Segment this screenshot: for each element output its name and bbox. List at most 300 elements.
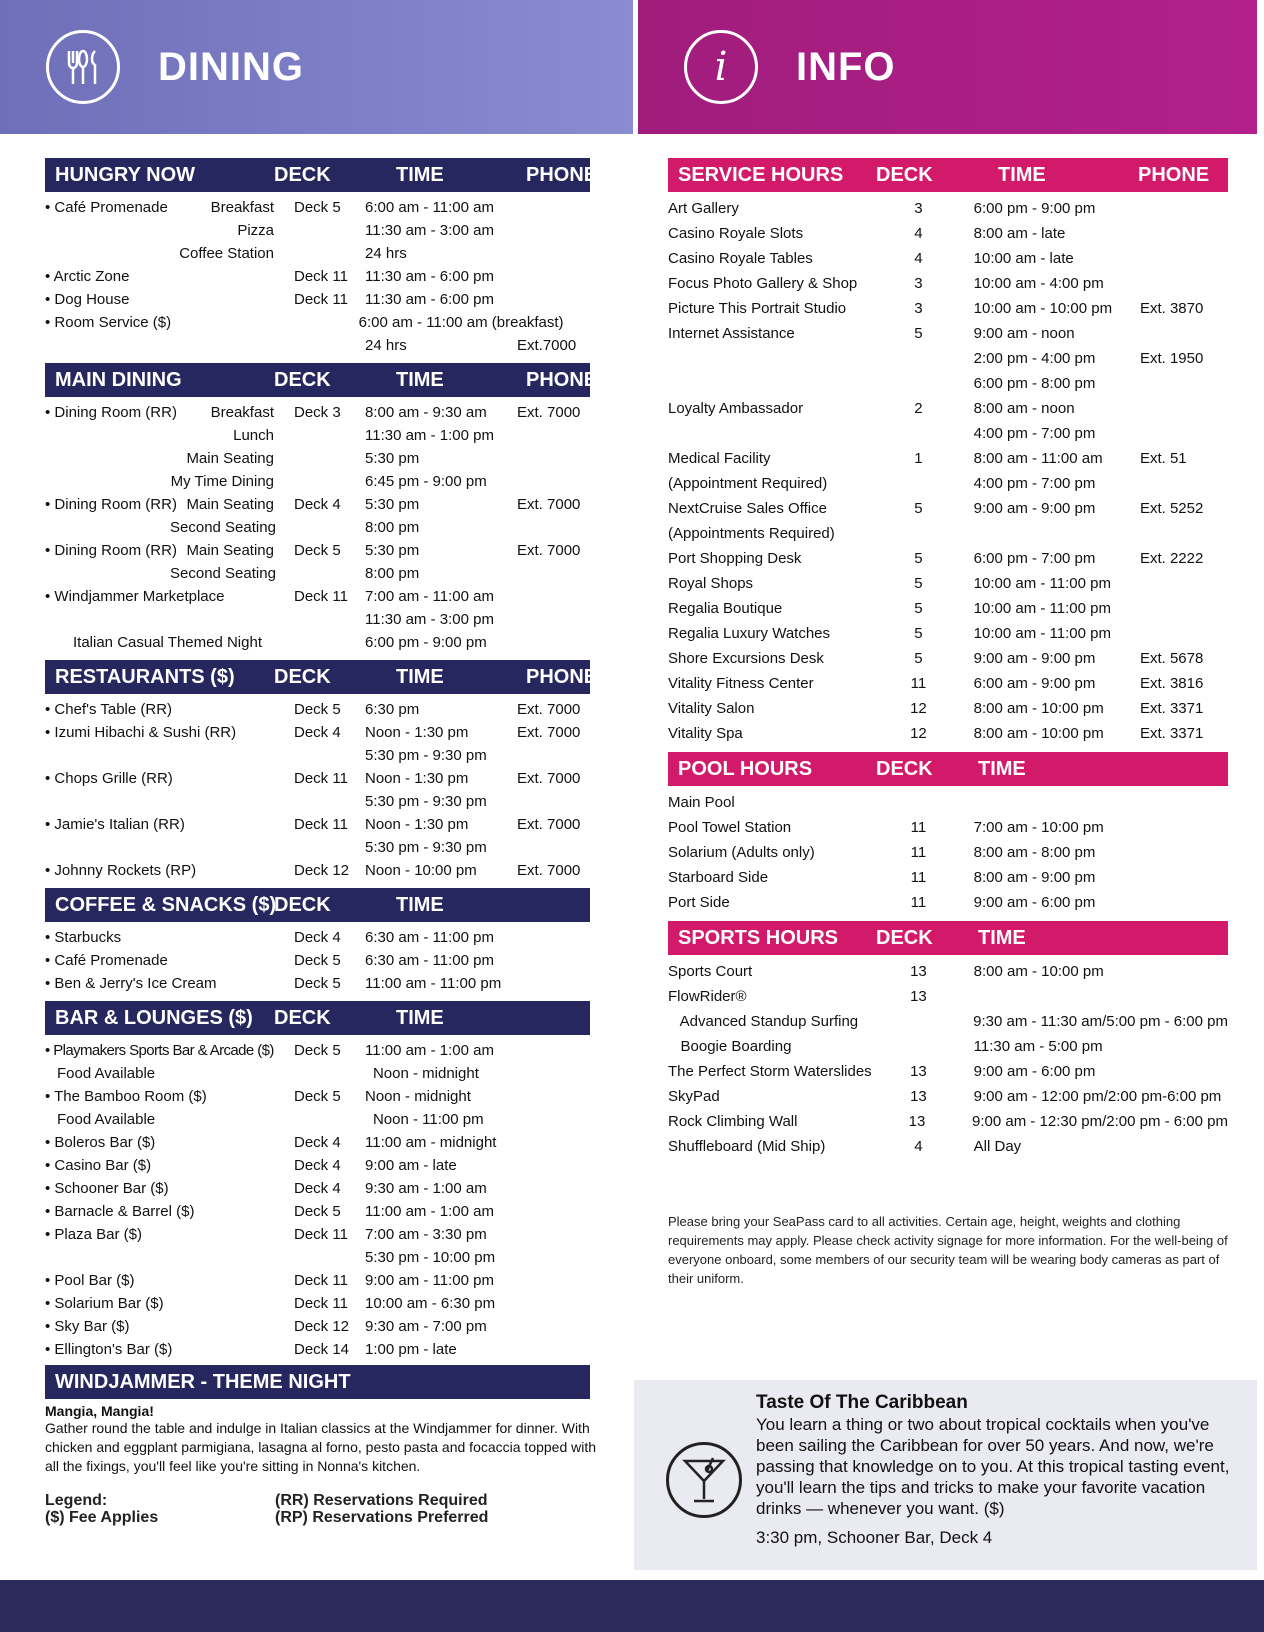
deck-header: DECK (274, 893, 331, 916)
deck-value: Deck 5 (294, 701, 341, 718)
info-column (668, 158, 1228, 1159)
deck-header: DECK (274, 1006, 331, 1029)
time-value: 5:30 pm (365, 542, 420, 559)
deck-value: Deck 4 (294, 1180, 341, 1197)
deck-header: DECK (876, 163, 933, 186)
table-row (668, 865, 1228, 890)
service-name: Advanced Standup Surfing (668, 1013, 859, 1030)
table-row (45, 493, 590, 516)
venue-name: • Schooner Bar ($) (45, 1180, 169, 1197)
info-header (638, 0, 1257, 134)
deck-value: 5 (914, 500, 923, 517)
time-value: 11:00 am - midnight (365, 1134, 497, 1151)
section-title: MAIN DINING (55, 368, 182, 391)
table-row (668, 1109, 1228, 1134)
table-row (45, 813, 590, 836)
venue-name: • Room Service ($) (45, 314, 172, 331)
table-row (45, 1269, 590, 1292)
table-row (45, 424, 590, 447)
deck-value: 1 (914, 450, 923, 467)
table-row (668, 421, 1228, 446)
deck-value: 13 (910, 1063, 927, 1080)
table-row (668, 721, 1228, 746)
service-name: Casino Royale Slots (668, 225, 804, 242)
table-row (45, 721, 590, 744)
phone-value: Ext. 7000 (517, 816, 581, 833)
table-row (45, 1246, 590, 1269)
deck-value: Deck 11 (294, 588, 348, 605)
time-value: 10:00 am - 11:00 pm (973, 625, 1111, 642)
table-row (45, 288, 590, 311)
theme-description: Gather round the table and indulge in Italian classics at the Windjammer for dinner. With chicken and eggplant parmigiana, lasagna al forno, pesto pasta and focaccia topped with all the fixings, you'll feel like you're sitting in Nonna's kitchen. (45, 1420, 597, 1474)
time-value: 5:30 pm (365, 496, 420, 513)
table-row (45, 1085, 590, 1108)
phone-value: Ext. 3816 (1139, 675, 1204, 692)
deck-value: Deck 12 (294, 862, 350, 879)
meal-type: Lunch (233, 427, 274, 444)
meal-type: Main Seating (186, 450, 274, 467)
service-name: Picture This Portrait Studio (668, 300, 847, 317)
venue-name: • Pool Bar ($) (45, 1272, 135, 1289)
service-name: Shuffleboard (Mid Ship) (668, 1138, 826, 1155)
service-name: Casino Royale Tables (668, 250, 813, 267)
deck-value: Deck 5 (294, 1042, 341, 1059)
phone-value: Ext. 51 (1139, 450, 1187, 467)
time-value: 9:00 am - 9:00 pm (973, 650, 1096, 667)
main-dining-table (45, 401, 590, 654)
venue-name: • Starbucks (45, 929, 122, 946)
deck-value: 13 (910, 988, 927, 1005)
legend-rr: (RR) Reservations Required (275, 1492, 488, 1509)
service-name: Boogie Boarding (668, 1038, 792, 1055)
phone-value: Ext. 5678 (1139, 650, 1204, 667)
time-value: 9:30 am - 1:00 am (365, 1180, 487, 1197)
phone-header: PHONE (526, 665, 598, 688)
table-row (45, 767, 590, 790)
table-row (45, 631, 590, 654)
pool-hours-table (668, 790, 1228, 915)
table-row (45, 242, 590, 265)
legend (45, 1492, 590, 1526)
table-row (668, 346, 1228, 371)
meal-type: Main Seating (186, 542, 274, 559)
bar-lounges-header (45, 1001, 590, 1035)
table-row (45, 1131, 590, 1154)
table-row (45, 1338, 590, 1361)
table-row (668, 221, 1228, 246)
time-value: Noon - 1:30 pm (365, 724, 469, 741)
venue-name: • Jamie's Italian (RR) (45, 816, 185, 833)
deck-value: Deck 11 (294, 291, 348, 308)
time-value: Noon - 1:30 pm (365, 770, 469, 787)
time-value: 6:30 pm (365, 701, 420, 718)
service-name: Vitality Spa (668, 725, 743, 742)
time-value: 24 hrs (365, 337, 407, 354)
time-value: 5:30 pm - 10:00 pm (365, 1249, 496, 1266)
table-row (668, 984, 1228, 1009)
table-row (668, 396, 1228, 421)
deck-value: 4 (914, 250, 923, 267)
deck-value: Deck 11 (294, 1226, 348, 1243)
service-name: SkyPad (668, 1088, 720, 1105)
time-value: 10:00 am - 6:30 pm (365, 1295, 496, 1312)
hungry-now-table (45, 196, 590, 357)
service-name: Internet Assistance (668, 325, 795, 342)
meal-type: Coffee Station (179, 245, 274, 262)
deck-value: 13 (910, 963, 927, 980)
section-title: COFFEE & SNACKS ($) (55, 893, 277, 916)
table-row (668, 196, 1228, 221)
table-row (668, 321, 1228, 346)
phone-value: Ext. 7000 (517, 496, 581, 513)
time-value: 9:00 am - 6:00 pm (973, 1063, 1096, 1080)
venue-name: • Casino Bar ($) (45, 1157, 152, 1174)
footer-bar (0, 1580, 1264, 1632)
service-name: Solarium (Adults only) (668, 844, 815, 861)
section-title: SERVICE HOURS (678, 163, 844, 186)
table-row (668, 596, 1228, 621)
venue-name: • Ellington's Bar ($) (45, 1341, 173, 1358)
table-row (45, 1154, 590, 1177)
service-name: Pool Towel Station (668, 819, 792, 836)
service-name: Shore Excursions Desk (668, 650, 824, 667)
deck-value: 5 (914, 575, 923, 592)
time-header: TIME (978, 926, 1026, 949)
deck-value: Deck 5 (294, 542, 341, 559)
deck-value: Deck 5 (294, 952, 341, 969)
table-row (45, 972, 590, 995)
table-row (45, 196, 590, 219)
venue-name: • Café Promenade (45, 952, 168, 969)
seapass-notice: Please bring your SeaPass card to all activities. Certain age, height, weights and clothing requirements may apply. Please check activity signage for more information. For the well-being of everyone onboard, some members of our security team will be wearing body cameras as part of their uniform. (668, 1214, 1228, 1286)
service-name: Port Side (668, 894, 730, 911)
time-value: 11:00 am - 1:00 am (365, 1203, 494, 1220)
time-value: 6:00 pm - 9:00 pm (973, 200, 1096, 217)
deck-value: 12 (910, 725, 927, 742)
time-value: 6:00 am - 9:00 pm (973, 675, 1096, 692)
deck-header: DECK (274, 163, 331, 186)
time-value: 9:00 am - 12:30 pm/2:00 pm - 6:00 pm (972, 1113, 1228, 1130)
time-value: 8:00 am - 11:00 am (973, 450, 1103, 467)
deck-header: DECK (274, 368, 331, 391)
time-value: 6:00 pm - 9:00 pm (365, 634, 487, 651)
deck-value: 11 (910, 894, 927, 911)
phone-value: Ext. 3371 (1139, 700, 1204, 717)
time-value: 4:00 pm - 7:00 pm (973, 425, 1096, 442)
table-row (668, 890, 1228, 915)
table-row (668, 1059, 1228, 1084)
promo-box (634, 1380, 1257, 1570)
time-value: 5:30 pm - 9:30 pm (365, 839, 487, 856)
table-row (668, 621, 1228, 646)
venue-name: • Izumi Hibachi & Sushi (RR) (45, 724, 237, 741)
table-row (668, 571, 1228, 596)
time-value: 6:30 am - 11:00 pm (365, 952, 494, 969)
deck-value: Deck 4 (294, 496, 341, 513)
deck-value: Deck 5 (294, 199, 341, 216)
service-name: Royal Shops (668, 575, 754, 592)
deck-value: 3 (914, 300, 923, 317)
time-value: 8:00 am - 10:00 pm (973, 725, 1104, 742)
time-value: Noon - midnight (372, 1065, 479, 1082)
time-value: 1:00 pm - late (365, 1341, 457, 1358)
meal-type: Pizza (237, 222, 274, 239)
section-title: RESTAURANTS ($) (55, 665, 235, 688)
time-value: 4:00 pm - 7:00 pm (973, 475, 1096, 492)
deck-header: DECK (876, 926, 933, 949)
deck-value: 12 (910, 700, 927, 717)
time-value: Noon - 10:00 pm (365, 862, 477, 879)
legend-label: Legend: (45, 1492, 108, 1509)
bar-lounges-table (45, 1039, 590, 1361)
table-row (45, 1177, 590, 1200)
time-value: 9:00 am - noon (973, 325, 1075, 342)
dining-title: DINING (158, 44, 304, 89)
time-value: 9:00 am - 11:00 pm (365, 1272, 494, 1289)
table-row (45, 1062, 590, 1085)
info-icon: i (684, 30, 758, 104)
venue-name: Food Available (57, 1065, 156, 1082)
service-name: Art Gallery (668, 200, 739, 217)
time-value: 7:00 am - 10:00 pm (973, 819, 1104, 836)
venue-name: • Dining Room (RR) (45, 542, 177, 559)
service-name: Sports Court (668, 963, 753, 980)
time-header: TIME (396, 163, 444, 186)
time-value: 8:00 am - noon (973, 400, 1075, 417)
deck-value: 4 (914, 225, 923, 242)
time-value: 11:30 am - 5:00 pm (973, 1038, 1103, 1055)
time-header: TIME (396, 368, 444, 391)
table-row (668, 696, 1228, 721)
venue-name: • Ben & Jerry's Ice Cream (45, 975, 217, 992)
legend-fee: ($) Fee Applies (45, 1509, 159, 1526)
meal-type: My Time Dining (170, 473, 274, 490)
time-value: 10:00 am - 11:00 pm (973, 575, 1111, 592)
table-row (45, 470, 590, 493)
time-value: 11:00 am - 11:00 pm (365, 975, 502, 992)
table-row (45, 836, 590, 859)
table-row (668, 521, 1228, 546)
service-name: Regalia Luxury Watches (668, 625, 831, 642)
time-value: 6:00 pm - 8:00 pm (973, 375, 1096, 392)
time-value: 5:30 pm - 9:30 pm (365, 747, 487, 764)
time-header: TIME (998, 163, 1046, 186)
coffee-snacks-header (45, 888, 590, 922)
table-row (668, 1009, 1228, 1034)
cocktail-icon (666, 1442, 742, 1518)
table-row (668, 790, 1228, 815)
deck-value: Deck 5 (294, 1203, 341, 1220)
table-row (45, 539, 590, 562)
time-value: Noon - midnight (365, 1088, 471, 1105)
venue-name: • Sky Bar ($) (45, 1318, 130, 1335)
table-row (45, 1223, 590, 1246)
venue-name: • Playmakers Sports Bar & Arcade ($) (45, 1042, 274, 1059)
table-row (668, 271, 1228, 296)
deck-value: 11 (910, 844, 927, 861)
table-row (45, 516, 590, 539)
table-row (45, 1315, 590, 1338)
time-value: 8:00 am - 10:00 pm (973, 963, 1104, 980)
venue-name: • Boleros Bar ($) (45, 1134, 156, 1151)
time-value: 6:00 pm - 7:00 pm (973, 550, 1096, 567)
deck-value: 11 (910, 869, 927, 886)
section-title: SPORTS HOURS (678, 926, 839, 949)
service-hours-table (668, 196, 1228, 746)
deck-value: 13 (910, 1088, 927, 1105)
table-row (668, 815, 1228, 840)
sports-hours-table (668, 959, 1228, 1159)
table-row (45, 698, 590, 721)
time-value: 10:00 am - 11:00 pm (973, 600, 1111, 617)
sports-hours-header (668, 921, 1228, 955)
time-value: 8:00 pm (365, 519, 420, 536)
phone-header: PHONE (1138, 163, 1210, 186)
deck-value: Deck 4 (294, 929, 341, 946)
time-header: TIME (396, 1006, 444, 1029)
time-value: 11:30 am - 3:00 am (365, 222, 494, 239)
table-row (45, 790, 590, 813)
phone-header: PHONE (526, 163, 598, 186)
phone-value: Ext. 7000 (517, 404, 581, 421)
venue-name: • Arctic Zone (45, 268, 130, 285)
table-row (668, 496, 1228, 521)
section-title: BAR & LOUNGES ($) (55, 1006, 253, 1029)
time-value: 8:00 am - late (973, 225, 1066, 242)
pool-hours-header (668, 752, 1228, 786)
deck-value: Deck 4 (294, 724, 341, 741)
meal-type: Second Seating (170, 565, 276, 582)
table-row (45, 265, 590, 288)
table-row (45, 1039, 590, 1062)
venue-name: • Dining Room (RR) (45, 404, 177, 421)
service-name: The Perfect Storm Waterslides (668, 1063, 872, 1080)
venue-name: Italian Casual Themed Night (73, 634, 262, 651)
venue-name: Food Available (57, 1111, 156, 1128)
deck-value: Deck 11 (294, 816, 348, 833)
table-row (668, 671, 1228, 696)
deck-value: 5 (914, 550, 923, 567)
service-name: Medical Facility (668, 450, 771, 467)
venue-name: • Windjammer Marketplace (45, 588, 225, 605)
time-value: 10:00 am - 10:00 pm (973, 300, 1113, 317)
table-row (668, 1084, 1228, 1109)
venue-name: • Chops Grille (RR) (45, 770, 173, 787)
theme-title: WINDJAMMER - THEME NIGHT (55, 1370, 351, 1393)
table-row (45, 311, 590, 334)
time-header: TIME (396, 893, 444, 916)
deck-value: 5 (914, 650, 923, 667)
deck-value: Deck 3 (294, 404, 341, 421)
phone-header: PHONE (526, 368, 598, 391)
time-value: 6:00 am - 11:00 am (breakfast) (358, 314, 564, 331)
venue-name: • Café Promenade (45, 199, 168, 216)
deck-value: Deck 4 (294, 1134, 341, 1151)
time-value: 10:00 am - 4:00 pm (973, 275, 1104, 292)
time-value: 6:30 am - 11:00 pm (365, 929, 494, 946)
time-value: 11:30 am - 6:00 pm (365, 268, 494, 285)
service-name: FlowRider® (668, 988, 747, 1005)
table-row (668, 646, 1228, 671)
time-value: 9:00 am - 9:00 pm (973, 500, 1096, 517)
dining-column (45, 158, 598, 1526)
table-row (668, 840, 1228, 865)
time-value: 24 hrs (365, 245, 407, 262)
table-row (668, 471, 1228, 496)
time-value: 7:00 am - 3:30 pm (365, 1226, 487, 1243)
restaurants-header (45, 660, 598, 694)
time-value: 2:00 pm - 4:00 pm (973, 350, 1096, 367)
table-row (45, 219, 590, 242)
deck-value: Deck 11 (294, 1272, 348, 1289)
deck-value: Deck 11 (294, 268, 348, 285)
time-header: TIME (978, 757, 1026, 780)
table-row (45, 859, 590, 882)
service-name: Rock Climbing Wall (668, 1113, 798, 1130)
hungry-now-header (45, 158, 598, 192)
phone-value: Ext. 3371 (1139, 725, 1204, 742)
deck-value: 13 (908, 1113, 926, 1130)
time-value: 11:00 am - 1:00 am (365, 1042, 494, 1059)
promo-time-location: 3:30 pm, Schooner Bar, Deck 4 (756, 1528, 993, 1547)
section-title: HUNGRY NOW (55, 163, 195, 186)
table-row (45, 401, 590, 424)
phone-value: Ext. 2222 (1139, 550, 1204, 567)
table-row (45, 585, 590, 608)
time-value: Noon - 11:00 pm (372, 1111, 484, 1128)
time-value: 5:30 pm (365, 450, 420, 467)
table-row (668, 446, 1228, 471)
phone-value: Ext. 7000 (517, 724, 581, 741)
info-title: INFO (796, 44, 896, 89)
table-row (668, 371, 1228, 396)
table-row (668, 546, 1228, 571)
venue-name: • Barnacle & Barrel ($) (45, 1203, 195, 1220)
deck-value: 5 (914, 600, 923, 617)
table-row (45, 744, 590, 767)
service-hours-header (668, 158, 1228, 192)
phone-value: Ext. 7000 (517, 770, 581, 787)
phone-value: Ext.7000 (517, 337, 577, 354)
time-value: 11:30 am - 1:00 pm (365, 427, 494, 444)
deck-value: 3 (914, 275, 923, 292)
service-name: NextCruise Sales Office (668, 500, 827, 517)
restaurants-table (45, 698, 590, 882)
meal-type: Second Seating (170, 519, 276, 536)
utensils-icon (46, 30, 120, 104)
service-name: Vitality Fitness Center (668, 675, 814, 692)
section-title: POOL HOURS (678, 757, 813, 780)
deck-value: Deck 5 (294, 975, 341, 992)
service-name: (Appointment Required) (668, 475, 828, 492)
deck-value: 11 (910, 675, 927, 692)
table-row (45, 1108, 590, 1131)
table-row (668, 246, 1228, 271)
table-row (45, 608, 590, 631)
deck-value: 11 (910, 819, 927, 836)
phone-value: Ext. 3870 (1139, 300, 1204, 317)
time-header: TIME (396, 665, 444, 688)
service-name: (Appointments Required) (668, 525, 835, 542)
time-value: 8:00 pm (365, 565, 420, 582)
deck-value: Deck 14 (294, 1341, 350, 1358)
theme-night-header (45, 1365, 590, 1399)
time-value: All Day (973, 1138, 1022, 1155)
table-row (668, 296, 1228, 321)
time-value: 8:00 am - 9:00 pm (973, 869, 1096, 886)
time-value: 6:45 pm - 9:00 pm (365, 473, 487, 490)
service-name: Starboard Side (668, 869, 769, 886)
